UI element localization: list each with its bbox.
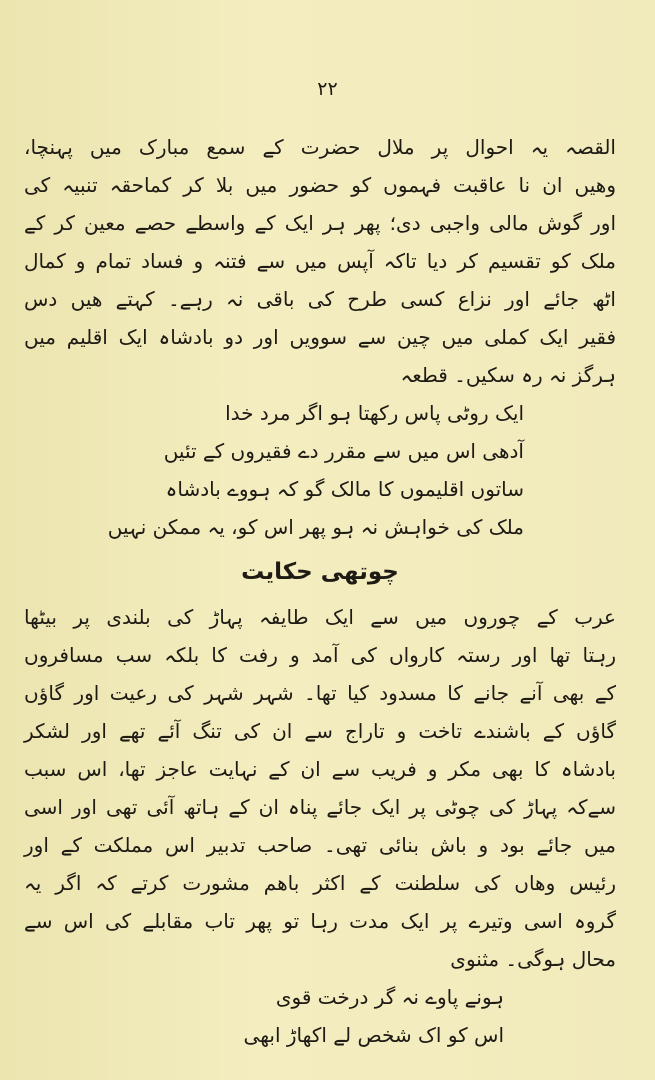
text-line: محال ہوگی۔ مثنوی [450, 947, 616, 971]
verse-line: ملک کی خواہش نہ ہو پھر اس کو، یہ ممکن نہیں [107, 515, 524, 539]
text-line: سےکہ پہاڑ کی چوٹی پر ایک جائے پناہ ان کے ہاتھ آئی تھی اور اسی [24, 795, 616, 819]
text-line: ملک کو تقسیم کر دیا تاکہ آپس میں سے فتنہ و فساد تمام و کمال [24, 249, 616, 273]
page-content [24, 128, 616, 1054]
text-line: ہرگز نہ رہ سکیں۔ قطعہ [400, 363, 616, 387]
fourth-story-paragraph [24, 598, 616, 978]
masnavi-verse [204, 978, 504, 1054]
text-line: رئیس وھاں کی سلطنت کے اکثر باھم مشورت کرتے کہ اگر یہ [24, 871, 616, 895]
text-line: گاؤں کے باشندے تاخت و تاراج سے ان کی تنگ آئے تھے اور لشکر [24, 719, 616, 743]
text-line: فقیر ایک کملی میں چین سے سوویں اور دو بادشاہ ایک اقلیم میں [24, 325, 616, 349]
verse-line: ساتوں اقلیموں کا مالک گو کہ ہووے بادشاہ [165, 477, 524, 501]
section-heading: چوتھی حکایت [241, 559, 399, 585]
text-line: میں جائے بود و باش بنائی تھی۔ صاحب تدبیر اس مملکت کے اور [24, 833, 616, 857]
text-line: اور گوش مالی واجبی دی؛ پھر ہر ایک کے واسطے حصے معین کر کے [24, 211, 616, 235]
text-line: رہتا تھا اور رستہ کارواں کی آمد و رفت کا بلکہ سب مسافروں [24, 643, 616, 667]
verse-line: ایک روٹی پاس رکھتا ہو اگر مرد خدا [225, 401, 524, 425]
text-line: عرب کے چوروں میں سے ایک طایفہ پہاڑ کی بلندی پر بیٹھا [24, 605, 616, 629]
text-line: اٹھ جائے اور نزاع کسی طرح کی باقی نہ رہے۔ کہتے ھیں دس [24, 287, 616, 311]
text-line: کے بھی آنے جانے کا مسدود کیا تھا۔ شہر شہر کی رعیت اور گاؤں [24, 681, 616, 705]
story-intro-paragraph [24, 128, 616, 394]
qita-verse [107, 394, 524, 546]
verse-line: اس کو اک شخص لے اکھاڑ ابھی [243, 1023, 504, 1047]
verse-line: ہونے پاوے نہ گر درخت قوی [275, 985, 504, 1009]
text-line: گروہ اسی وتیرے پر ایک مدت رہا تو پھر تاب مقابلے کی اس سے [24, 909, 616, 933]
text-line: بادشاہ کا بھی مکر و فریب سے ان کے نہایت عاجز تھا، اس سبب [24, 757, 616, 781]
text-line: وھیں ان نا عاقبت فہموں کو حضور میں بلا کر کماحقہ تنبیہ کی [24, 173, 616, 197]
verse-line: آدھی اس میں سے مقرر دے فقیروں کے تئیں [163, 439, 524, 463]
text-line: القصہ یہ احوال پر ملال حضرت کے سمع مبارک میں پہنچا، [24, 135, 616, 159]
page-number: ۲۲ [317, 78, 338, 100]
